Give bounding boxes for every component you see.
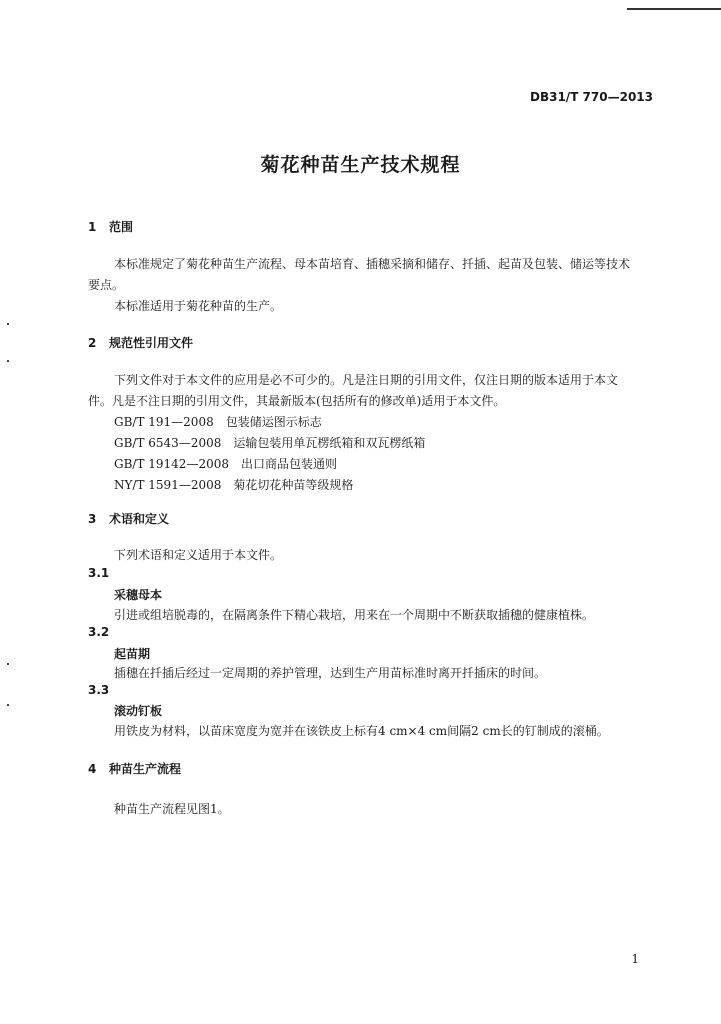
section-number: 1: [88, 220, 97, 234]
s4-paragraph-1: 种苗生产流程见图1。: [114, 802, 230, 816]
section-number: 3: [88, 512, 97, 526]
term-name: 起苗期: [114, 647, 151, 661]
reference-item: GB/T 6543—2008 运输包装用单瓦楞纸箱和双瓦楞纸箱: [114, 436, 426, 450]
s2-paragraph-1-line-2: 件。凡是不注日期的引用文件，其最新版本(包括所有的修改单)适用于本文件。: [88, 394, 506, 408]
scan-speck: [7, 663, 9, 665]
term-definition: 插穗在扦插后经过一定周期的养护管理，达到生产用苗标准时离开扦插床的时间。: [114, 666, 547, 680]
s3-intro: 下列术语和定义适用于本文件。: [114, 548, 283, 562]
term-name: 滚动钉板: [114, 704, 163, 718]
page-title: 菊花种苗生产技术规程: [260, 154, 461, 176]
scan-speck: [7, 704, 9, 706]
reference-item: GB/T 191—2008 包装储运图示标志: [114, 415, 322, 429]
term-number: 3.2: [88, 625, 110, 639]
term-definition: 引进或组培脱毒的，在隔离条件下精心栽培，用来在一个周期中不断获取插穗的健康植株。: [114, 608, 595, 622]
s1-paragraph-1-line-2: 要点。: [88, 278, 125, 292]
term-number: 3.3: [88, 683, 110, 697]
section-title: 规范性引用文件: [109, 336, 194, 350]
page-number: 1: [631, 952, 639, 966]
section-title: 术语和定义: [109, 512, 170, 526]
section-4-heading: [88, 760, 181, 777]
section-1-heading: [88, 218, 133, 235]
scan-speck: [7, 360, 9, 362]
document-number: DB31/T 770—2013: [530, 90, 653, 104]
section-title: 种苗生产流程: [109, 762, 182, 776]
term-number: 3.1: [88, 566, 110, 580]
reference-item: GB/T 19142—2008 出口商品包装通则: [114, 457, 337, 471]
reference-item: NY/T 1591—2008 菊花切花种苗等级规格: [114, 478, 354, 492]
scan-speck: [7, 323, 9, 325]
section-3-heading: [88, 510, 169, 527]
s1-paragraph-2: 本标准适用于菊花种苗的生产。: [114, 299, 283, 313]
s2-paragraph-1-line-1: 下列文件对于本文件的应用是必不可少的。凡是注日期的引用文件，仅注日期的版本适用于本文: [114, 373, 619, 387]
term-definition: 用铁皮为材料，以苗床宽度为宽并在该铁皮上标有4 cm×4 cm间隔2 cm长的钉制成的滚桶。: [114, 724, 609, 738]
section-number: 4: [88, 762, 97, 776]
section-title: 范围: [109, 220, 134, 234]
section-number: 2: [88, 336, 97, 350]
section-2-heading: [88, 334, 193, 351]
top-edge-rule: [627, 8, 721, 10]
term-name: 采穗母本: [114, 588, 163, 602]
s1-paragraph-1-line-1: 本标准规定了菊花种苗生产流程、母本苗培育、插穗采摘和储存、扦插、起苗及包装、储运等技术: [114, 257, 631, 271]
